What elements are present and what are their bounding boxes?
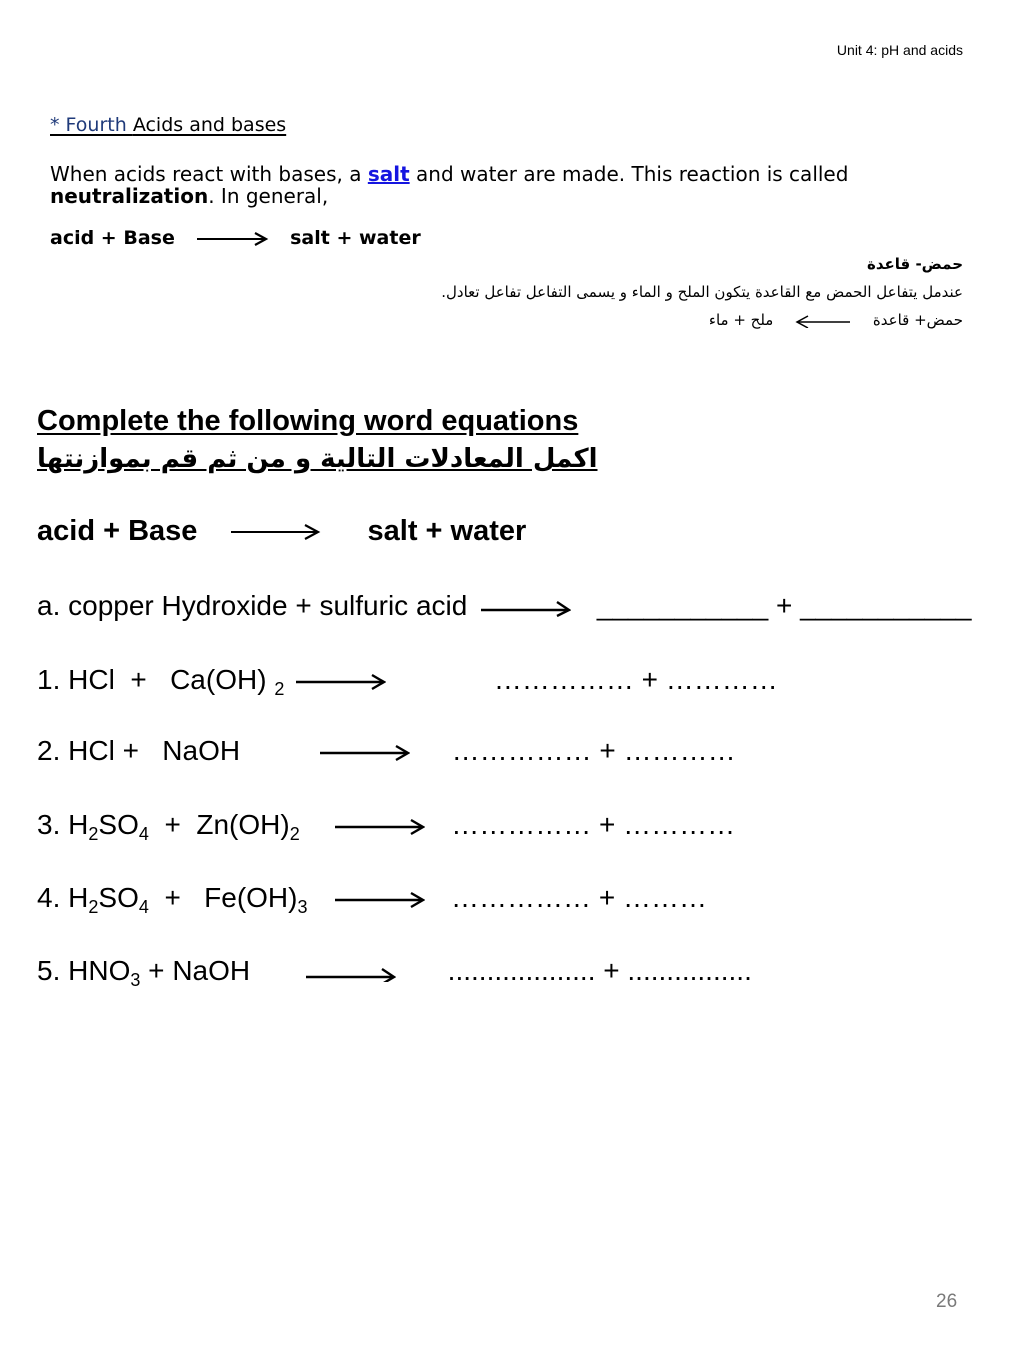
plus-sign: + [148, 955, 165, 986]
item-number: 1. [37, 664, 61, 695]
left-arrow-icon [794, 314, 852, 328]
reactant-2: Ca(OH) $_2$ [170, 664, 285, 699]
item-number: 3. [37, 809, 61, 840]
item-number: 4. [37, 882, 61, 913]
plus-sign: + [130, 664, 147, 695]
item-number: 5. [37, 955, 61, 986]
page-number: 26 [936, 1291, 958, 1312]
exercise-item-a [37, 590, 971, 622]
model-equation [37, 515, 526, 548]
exercise-item-4 [37, 882, 707, 917]
neutralization-term: neutralization [50, 184, 209, 208]
reactant-1: $HNO_3$ [68, 955, 141, 990]
answer-blank[interactable]: …………… + ………… [451, 809, 736, 840]
right-arrow-icon [195, 232, 269, 246]
item-number: 2. [37, 735, 61, 766]
answer-blank[interactable]: ................... + ................ [447, 955, 752, 986]
answer-blank[interactable]: …………… + ………… [451, 735, 736, 766]
section-title: Acids and bases [132, 114, 287, 136]
exercise-title-arabic: اكمل المعادلات التالية و من ثم قم بموازنتها [37, 444, 598, 474]
plus-sign: + [164, 809, 181, 840]
reactant-2: NaOH [162, 735, 241, 766]
plus-sign: + [122, 735, 139, 766]
answer-blank[interactable]: …………… + ……… [451, 882, 707, 913]
arabic-eq-right: ملح + ماء [708, 311, 774, 329]
arabic-description: عندمل يتفاعل الحمض مع القاعدة يتكون الملح و الماء و يسمى التفاعل تفاعل تعادل. [441, 283, 963, 301]
arabic-eq-left: حمض+ قاعدة [872, 311, 963, 329]
exercise-item-5 [37, 955, 752, 990]
intro-text: When acids react with bases, a [50, 162, 368, 186]
unit-header: Unit 4: pH and acids [836, 42, 963, 58]
right-arrow-icon [318, 744, 410, 762]
salt-link[interactable]: salt [367, 162, 410, 186]
arabic-title: حمض- قاعدة [867, 255, 963, 273]
section-heading [50, 114, 286, 136]
exercise-item-2 [37, 735, 736, 767]
reactant-1: $H_2SO_4$ [68, 809, 149, 844]
reactant-2: NaOH [172, 955, 251, 986]
exercise-title: Complete the following word equations [37, 405, 579, 437]
reactant-2: $Fe(OH)_3$ [204, 882, 308, 917]
equation-left: acid + Base [50, 227, 175, 249]
answer-blank[interactable]: …………… + ………… [493, 664, 778, 695]
reactant-1: $H_2SO_4$ [68, 882, 149, 917]
right-arrow-icon [229, 523, 321, 541]
reactant-1: HCl [68, 735, 115, 766]
model-left: acid + Base [37, 515, 198, 547]
intro-paragraph [50, 163, 930, 207]
intro-text: and water are made. This reaction is called [409, 162, 849, 186]
reactant-1: HCl [68, 664, 115, 695]
plus-sign: + [164, 882, 181, 913]
exercise-item-1 [37, 664, 778, 699]
model-right: salt + water [367, 515, 527, 547]
right-arrow-icon [294, 673, 386, 691]
right-arrow-icon [304, 964, 396, 982]
intro-text: . In general, [208, 184, 329, 208]
answer-blank[interactable]: ___________ + ___________ [596, 590, 972, 621]
equation-right: salt + water [290, 227, 421, 249]
exercise-item-3 [37, 809, 736, 844]
right-arrow-icon [333, 891, 425, 909]
arabic-equation [709, 311, 963, 329]
item-label: a. copper Hydroxide + sulfuric acid [37, 590, 468, 621]
section-prefix: * Fourth [50, 114, 133, 136]
right-arrow-icon [479, 599, 571, 617]
right-arrow-icon [333, 818, 425, 836]
reactant-2: $Zn(OH)_2$ [196, 809, 300, 844]
general-equation [50, 227, 421, 249]
